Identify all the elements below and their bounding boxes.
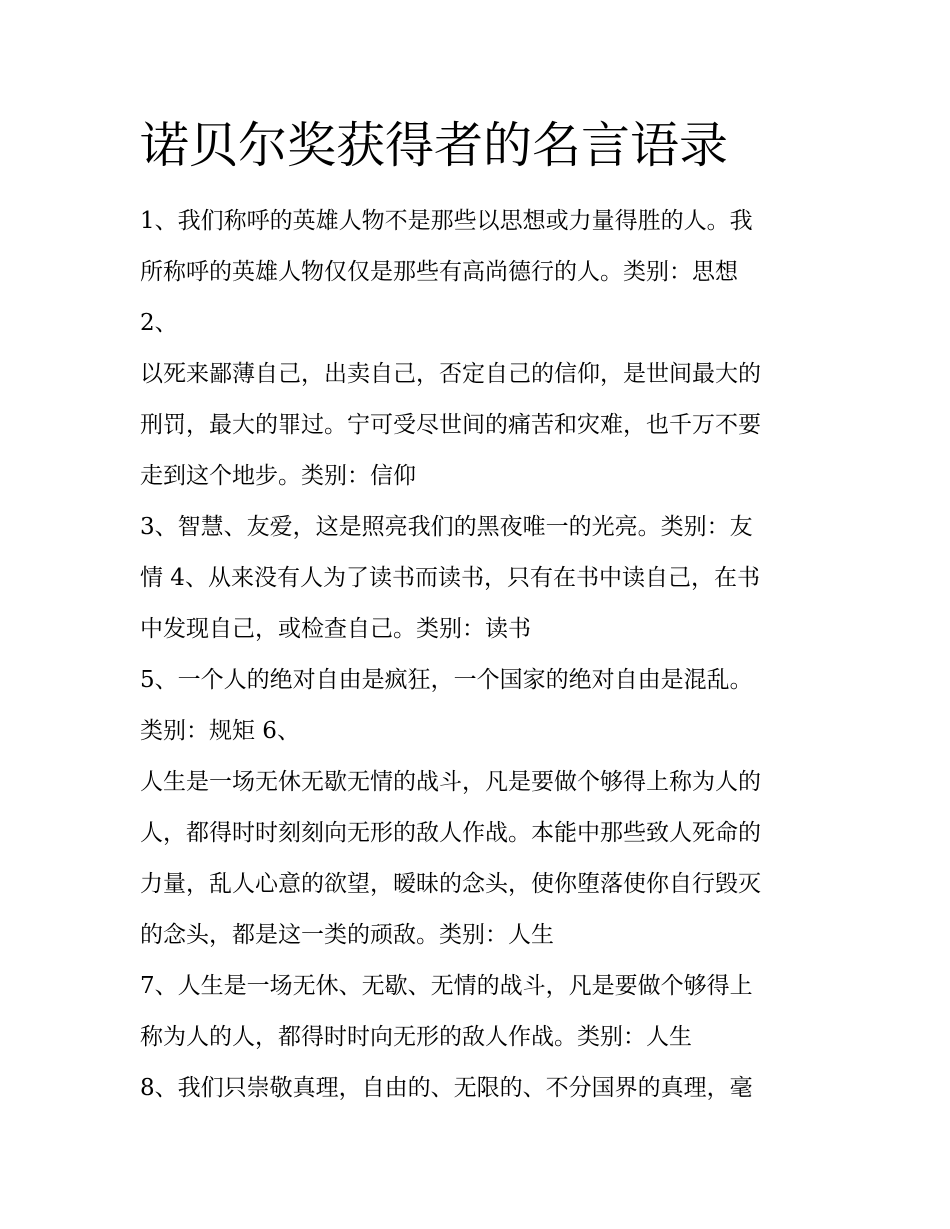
text-line: 情 4、从来没有人为了读书而读书，只有在书中读自己，在书 <box>140 565 760 591</box>
text-line: 刑罚，最大的罪过。宁可受尽世间的痛苦和灾难，也千万不要 <box>140 412 761 438</box>
document-body <box>140 196 815 1114</box>
text-line: 类别：规矩 6、 <box>140 718 300 744</box>
text-line: 2、 <box>140 310 178 336</box>
text-line: 所称呼的英雄人物仅仅是那些有高尚德行的人。类别：思想 <box>140 259 738 285</box>
document-title: 诺贝尔奖获得者的名言语录 <box>140 117 729 174</box>
text-line: 人生是一场无休无歇无情的战斗，凡是要做个够得上称为人的 <box>140 769 761 795</box>
text-line: 以死来鄙薄自己，出卖自己，否定自己的信仰，是世间最大的 <box>140 361 761 387</box>
text-line: 中发现自己，或检查自己。类别：读书 <box>140 616 531 642</box>
text-line: 称为人的人，都得时时向无形的敌人作战。类别：人生 <box>140 1024 692 1050</box>
text-line: 7、人生是一场无休、无歇、无情的战斗，凡是要做个够得上 <box>140 973 753 999</box>
text-line: 3、智慧、友爱，这是照亮我们的黑夜唯一的光亮。类别：友 <box>140 514 753 540</box>
text-line: 1、我们称呼的英雄人物不是那些以思想或力量得胜的人。我 <box>140 208 753 234</box>
text-line: 力量，乱人心意的欲望，暧昧的念头，使你堕落使你自行毁灭 <box>140 871 761 897</box>
text-line: 走到这个地步。类别：信仰 <box>140 463 416 489</box>
text-line: 5、一个人的绝对自由是疯狂，一个国家的绝对自由是混乱。 <box>140 667 753 693</box>
text-line: 人，都得时时刻刻向无形的敌人作战。本能中那些致人死命的 <box>140 820 761 846</box>
text-line: 8、我们只崇敬真理，自由的、无限的、不分国界的真理，毫 <box>140 1075 753 1101</box>
text-line: 的念头，都是这一类的顽敌。类别：人生 <box>140 922 554 948</box>
